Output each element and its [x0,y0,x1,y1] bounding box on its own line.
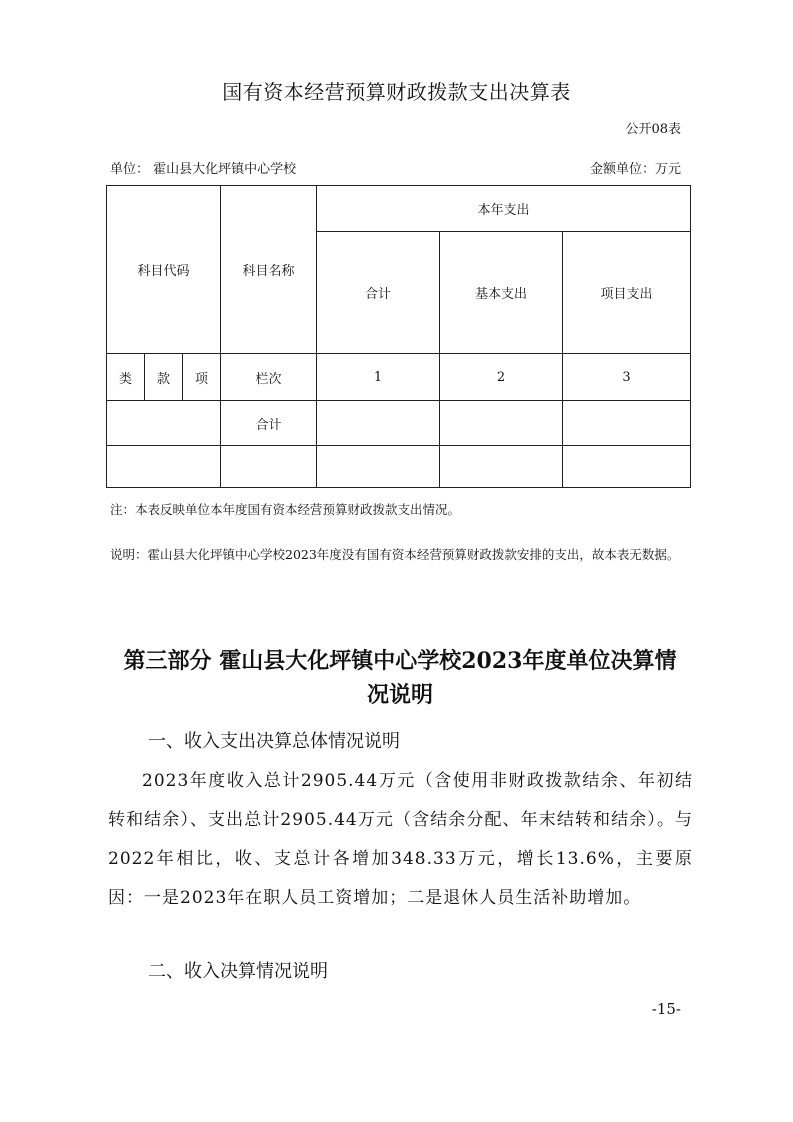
column-index-2: 2 [440,354,563,401]
header-basic-expenditure: 基本支出 [440,232,563,354]
total-row-basic [440,401,563,446]
column-index-1: 1 [317,354,440,401]
expenditure-table [106,185,691,488]
section-title-line-2: 况说明 [366,682,433,708]
column-index-3: 3 [563,354,691,401]
empty-cell [317,446,440,488]
empty-cell [221,446,317,488]
table-row [107,401,691,446]
total-row-total [317,401,440,446]
header-current-year-expenditure: 本年支出 [317,186,691,232]
row-index-label: 栏次 [221,354,317,401]
table-title: 国有资本经营预算财政拨款支出决算表 [222,80,571,104]
section-title-line-1: 第三部分 霍山县大化坪镇中心学校2023年度单位决算情 [123,648,677,674]
empty-cell [440,446,563,488]
total-row-project [563,401,691,446]
amount-unit: 金额单位：万元 [589,162,681,177]
sub-header-lei: 类 [107,354,145,401]
total-row-code [107,401,221,446]
table-note: 注：本表反映单位本年度国有资本经营预算财政拨款支出情况。 [110,502,461,517]
header-subject-name: 科目名称 [221,186,317,354]
empty-cell [563,446,691,488]
header-project-expenditure: 项目支出 [563,232,691,354]
table-row [107,446,691,488]
header-subject-code: 科目代码 [107,186,221,354]
heading-income-expenditure-overview: 一、收入支出决算总体情况说明 [148,731,400,752]
sub-header-kuan: 款 [145,354,183,401]
total-row-label: 合计 [221,401,317,446]
header-total: 合计 [317,232,440,354]
empty-cell [107,446,221,488]
unit-label: 单位： 霍山县大化坪镇中心学校 [110,162,297,177]
sub-header-xiang: 项 [183,354,221,401]
section-title [100,644,700,712]
heading-income-details: 二、收入决算情况说明 [148,961,328,982]
form-number: 公开08表 [625,122,681,137]
overview-paragraph: 2023年度收入总计2905.44万元（含使用非财政拨款结余、年初结转和结余）、支出总计2905.44万元（含结余分配、年末结转和结余）。与2022年相比，收、支总计各增加348.33万元，增长13.6%，主要原因：一是2023年在职人员工资增加；二是退休人员生活补助增加。 [108,771,693,908]
page-number: -15- [651,1000,681,1018]
table-explanation: 说明：霍山县大化坪镇中心学校2023年度没有国有资本经营预算财政拨款安排的支出，故本表无数据。 [110,547,680,562]
